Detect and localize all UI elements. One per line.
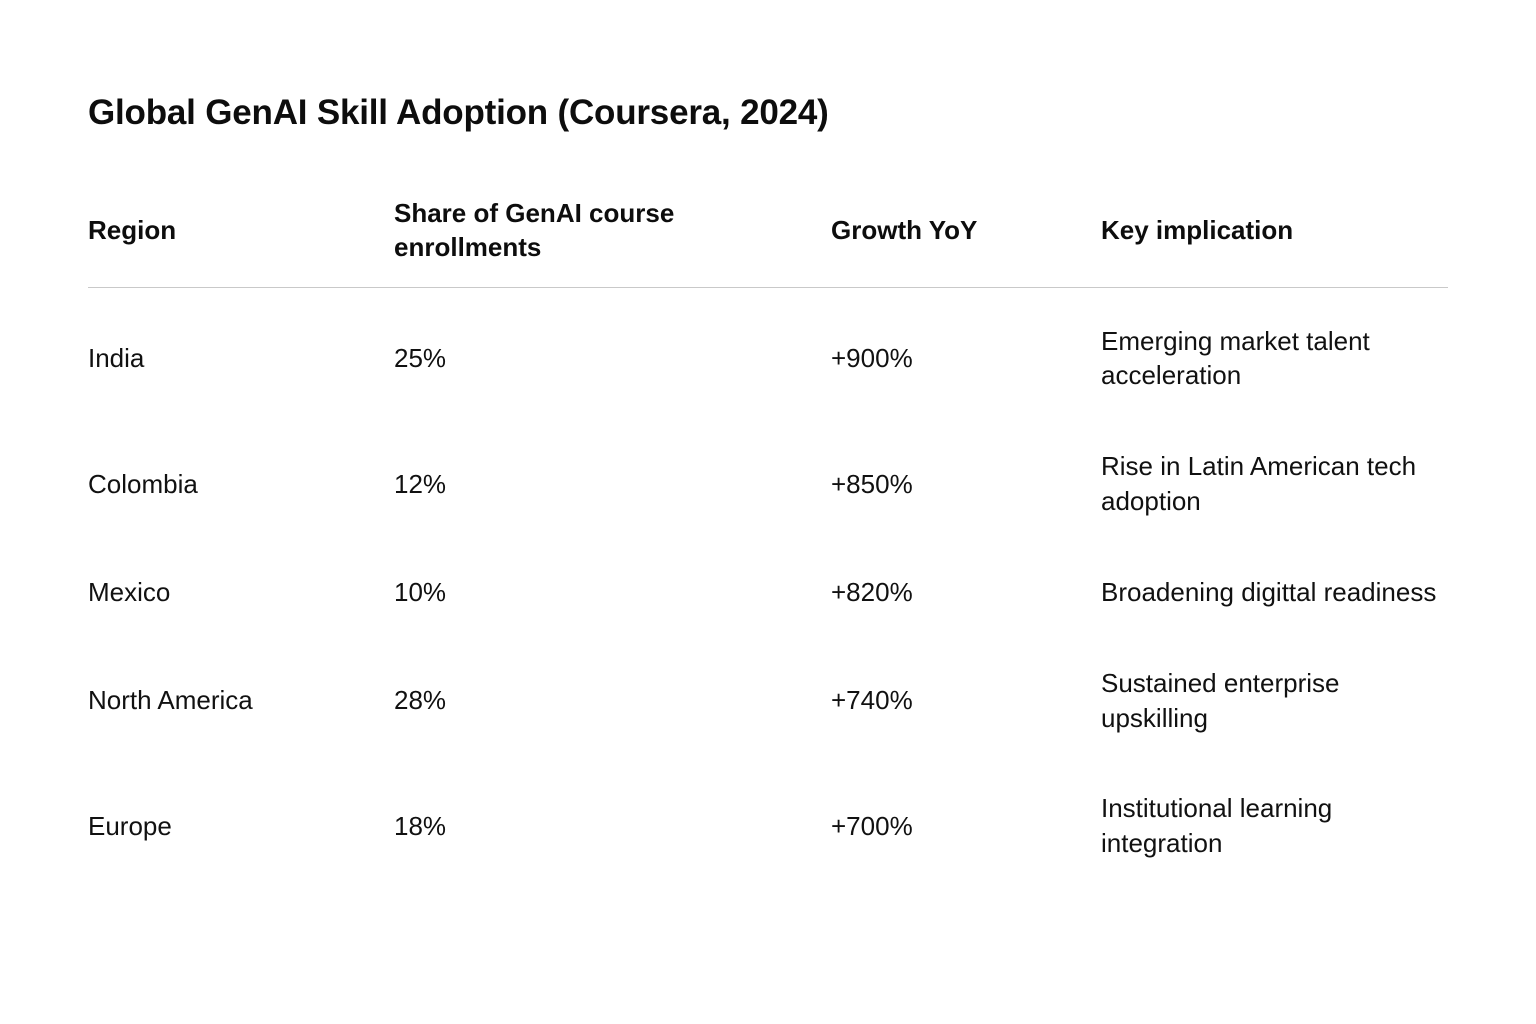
column-header-growth: Growth YoY bbox=[831, 196, 1101, 287]
cell-implication: Broadening digittal readiness bbox=[1101, 576, 1437, 607]
column-header-region: Region bbox=[88, 196, 394, 287]
cell-share: 12% bbox=[394, 468, 447, 499]
table-row bbox=[88, 296, 1448, 422]
cell-share: 10% bbox=[394, 576, 447, 607]
cell-region: India bbox=[88, 343, 145, 374]
genai-adoption-table bbox=[88, 196, 1448, 889]
column-header-implication: Key implication bbox=[1101, 196, 1448, 287]
table-header-row bbox=[88, 196, 1448, 287]
cell-growth: +740% bbox=[831, 685, 913, 716]
cell-growth: +820% bbox=[831, 576, 913, 607]
cell-growth: +700% bbox=[831, 810, 913, 841]
cell-share: 25% bbox=[394, 343, 447, 374]
table-body bbox=[88, 287, 1448, 889]
cell-growth: +900% bbox=[831, 343, 913, 374]
cell-implication: Emerging market talent acceleration bbox=[1101, 325, 1370, 391]
page-title: Global GenAI Skill Adoption (Coursera, 2024) bbox=[88, 93, 829, 132]
cell-share: 28% bbox=[394, 685, 447, 716]
cell-region: Colombia bbox=[88, 468, 198, 499]
table-row bbox=[88, 638, 1448, 764]
table-header bbox=[88, 196, 1448, 287]
cell-region: North America bbox=[88, 685, 253, 716]
column-header-share: Share of GenAI course enrollments bbox=[394, 196, 831, 287]
table-spacer bbox=[88, 287, 1448, 296]
cell-implication: Institutional learning integration bbox=[1101, 793, 1333, 859]
cell-share: 18% bbox=[394, 810, 447, 841]
cell-growth: +850% bbox=[831, 468, 913, 499]
table-row bbox=[88, 421, 1448, 547]
cell-implication: Rise in Latin American tech adoption bbox=[1101, 451, 1417, 517]
cell-implication: Sustained enterprise upskilling bbox=[1101, 667, 1340, 733]
cell-region: Mexico bbox=[88, 576, 171, 607]
cell-region: Europe bbox=[88, 810, 172, 841]
table-row bbox=[88, 763, 1448, 889]
table-row bbox=[88, 547, 1448, 638]
